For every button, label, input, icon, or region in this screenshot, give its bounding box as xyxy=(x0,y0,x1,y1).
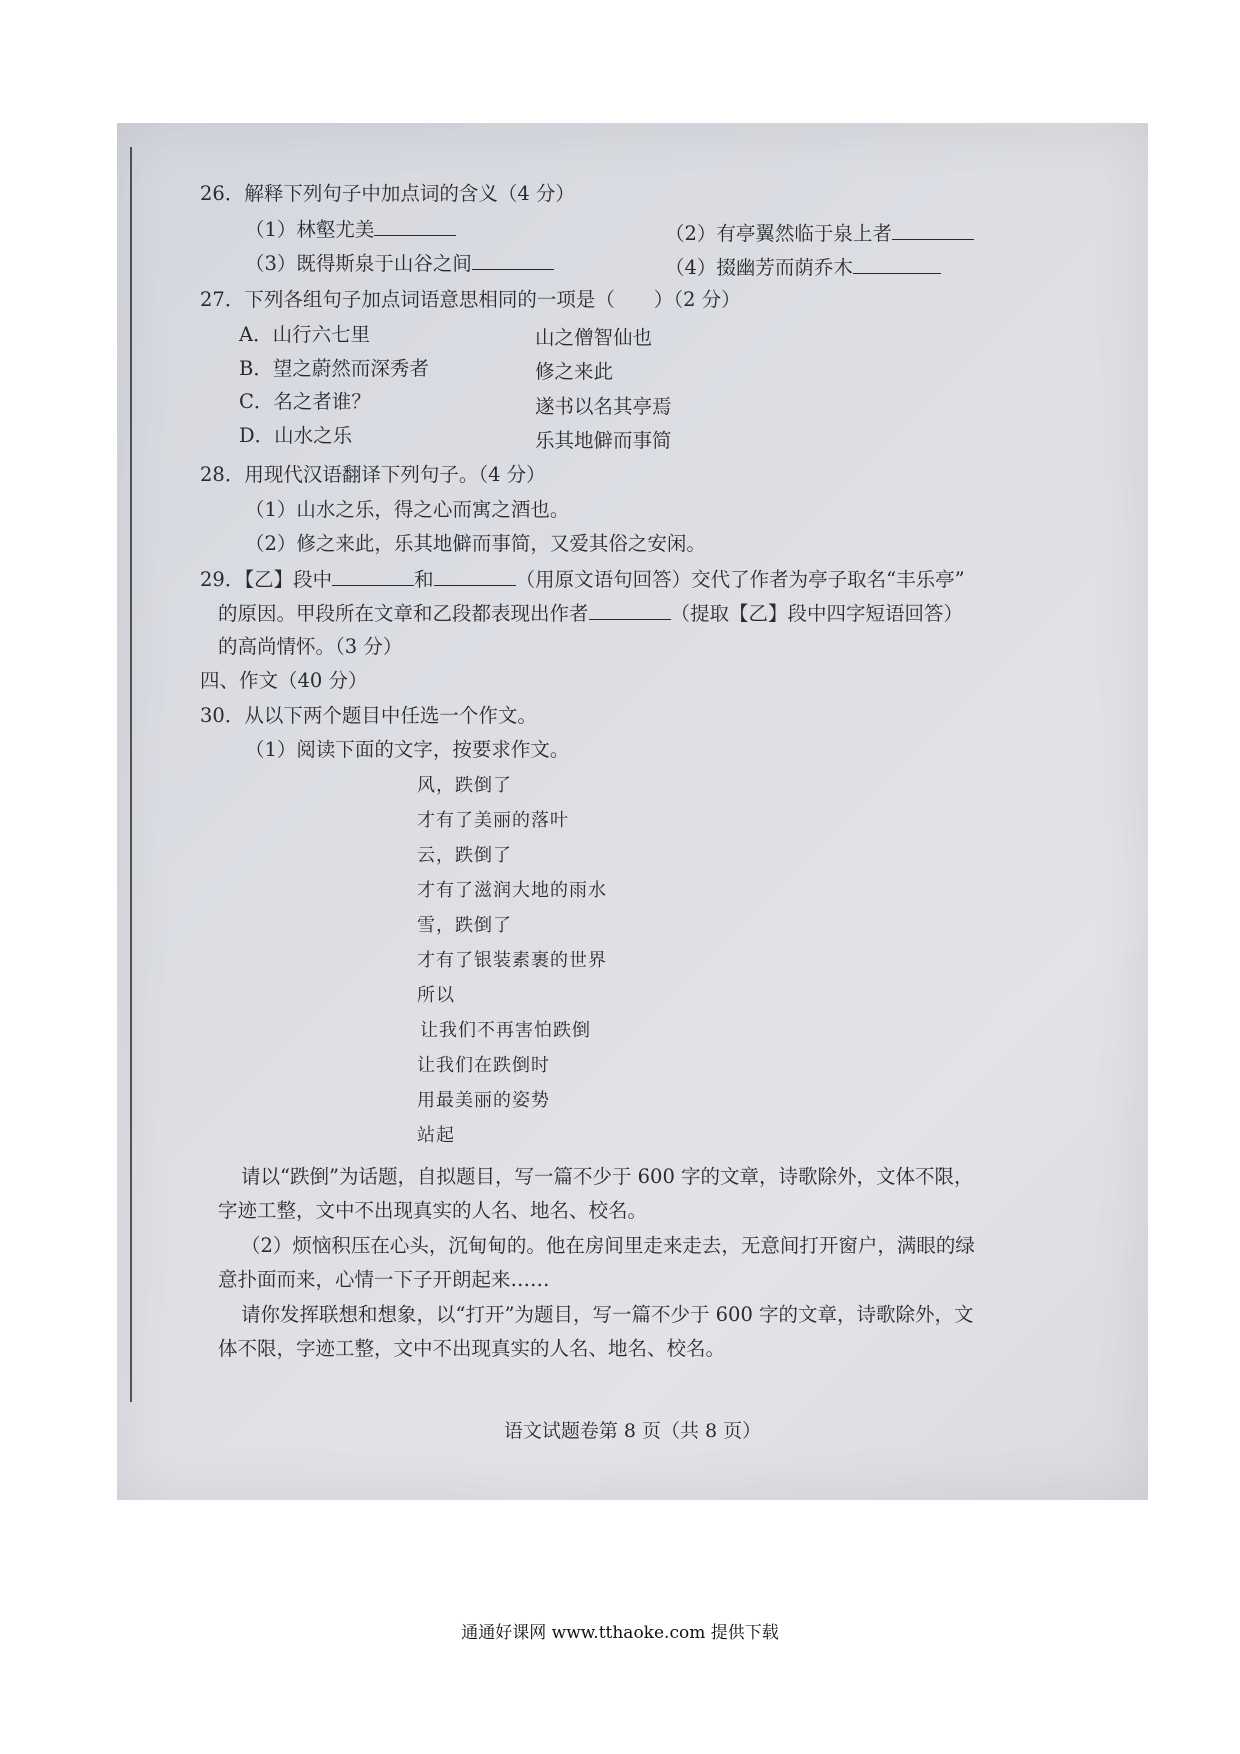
q26-item-2 xyxy=(665,219,974,248)
q30-stem: 30．从以下两个题目中任选一个作文。 xyxy=(200,704,537,727)
q26-item-4 xyxy=(665,253,941,282)
q29-line-2 xyxy=(218,599,963,628)
answer-blank[interactable] xyxy=(434,565,516,586)
q29-line-1 xyxy=(200,565,965,594)
q27-option-c-right: 遂书以名其亭焉 xyxy=(535,395,672,418)
exam-content xyxy=(117,123,1148,1500)
q26-item-4-text: （4）掇幽芳而荫乔木 xyxy=(665,256,853,279)
poem-line: 用最美丽的姿势 xyxy=(417,1090,550,1111)
poem-line: 风，跌倒了 xyxy=(417,775,512,796)
q27-option-d-right: 乐其地僻而事简 xyxy=(535,429,672,452)
q30-option-2-requirement-1: 请你发挥联想和想象，以“打开”为题目，写一篇不少于 600 字的文章，诗歌除外，文 xyxy=(241,1303,974,1326)
q27-option-b-right: 修之来此 xyxy=(535,360,614,383)
q29-part-2: 和 xyxy=(414,568,434,591)
q27-stem: 27．下列各组句子加点词语意思相同的一项是（ ）（2 分） xyxy=(200,288,741,311)
q26-stem: 26．解释下列句子中加点词的含义（4 分） xyxy=(200,182,575,205)
q30-option-1-requirement-2: 字迹工整，文中不出现真实的人名、地名、校名。 xyxy=(218,1199,648,1222)
q30-option-2-prompt-1: （2）烦恼积压在心头，沉甸甸的。他在房间里走来走去，无意间打开窗户，满眼的绿 xyxy=(241,1234,975,1257)
poem-line: 云，跌倒了 xyxy=(417,845,512,866)
q29-line-2a: 的原因。甲段所在文章和乙段都表现出作者 xyxy=(218,602,589,625)
poem-line: 雪，跌倒了 xyxy=(417,915,512,936)
answer-blank[interactable] xyxy=(892,219,974,240)
answer-blank[interactable] xyxy=(332,565,414,586)
q27-option-c-left: C．名之者谁？ xyxy=(239,390,371,413)
section-4-heading: 四、作文（40 分） xyxy=(200,669,368,692)
answer-blank[interactable] xyxy=(472,249,554,270)
poem-line: 才有了银装素裹的世界 xyxy=(417,950,607,971)
answer-blank[interactable] xyxy=(589,599,671,620)
poem-line: 让我们不再害怕跌倒 xyxy=(420,1020,591,1041)
q26-item-3-text: （3）既得斯泉于山谷之间 xyxy=(245,252,472,275)
answer-blank[interactable] xyxy=(853,253,941,274)
poem-line: 让我们在跌倒时 xyxy=(417,1055,550,1076)
poem-line: 才有了滋润大地的雨水 xyxy=(417,880,607,901)
q27-option-a-left: A．山行六七里 xyxy=(239,323,371,346)
q29-part-1: 29．【乙】段中 xyxy=(200,568,333,591)
poem-line: 所以 xyxy=(417,985,455,1006)
q26-item-1-text: （1）林壑尤美 xyxy=(245,218,375,241)
q27-option-d-left: D．山水之乐 xyxy=(239,424,353,447)
poem-line: 站起 xyxy=(417,1125,455,1146)
q29-line-2b: （提取【乙】段中四字短语回答） xyxy=(670,602,964,625)
q30-option-2-requirement-2: 体不限，字迹工整，文中不出现真实的人名、地名、校名。 xyxy=(218,1337,726,1360)
scanned-exam-page xyxy=(117,123,1148,1500)
q29-part-3: （用原文语句回答）交代了作者为亭子取名“丰乐亭” xyxy=(515,568,965,591)
q29-line-3: 的高尚情怀。（3 分） xyxy=(218,635,403,658)
q30-option-1-requirement-1: 请以“跌倒”为话题，自拟题目，写一篇不少于 600 字的文章，诗歌除外，文体不限， xyxy=(241,1165,974,1188)
q30-option-1-intro: （1）阅读下面的文字，按要求作文。 xyxy=(245,738,570,761)
poem-line: 才有了美丽的落叶 xyxy=(417,810,569,831)
answer-blank[interactable] xyxy=(374,215,456,236)
q26-item-1 xyxy=(245,215,456,244)
q26-item-3 xyxy=(245,249,554,278)
q28-item-1: （1）山水之乐，得之心而寓之酒也。 xyxy=(245,498,570,521)
q30-option-2-prompt-2: 意扑面而来，心情一下子开朗起来…… xyxy=(218,1268,550,1291)
q28-stem: 28．用现代汉语翻译下列句子。（4 分） xyxy=(200,463,546,486)
download-site-footer: 通通好课网 www.tthaoke.com 提供下载 xyxy=(461,1623,779,1643)
q28-item-2: （2）修之来此，乐其地僻而事简，又爱其俗之安闲。 xyxy=(245,532,706,555)
q27-option-a-right: 山之僧智仙也 xyxy=(535,326,653,349)
page-number-footer: 语文试题卷第 8 页（共 8 页） xyxy=(503,1420,762,1442)
q26-item-2-text: （2）有亭翼然临于泉上者 xyxy=(665,222,892,245)
q27-option-b-left: B．望之蔚然而深秀者 xyxy=(239,357,429,380)
